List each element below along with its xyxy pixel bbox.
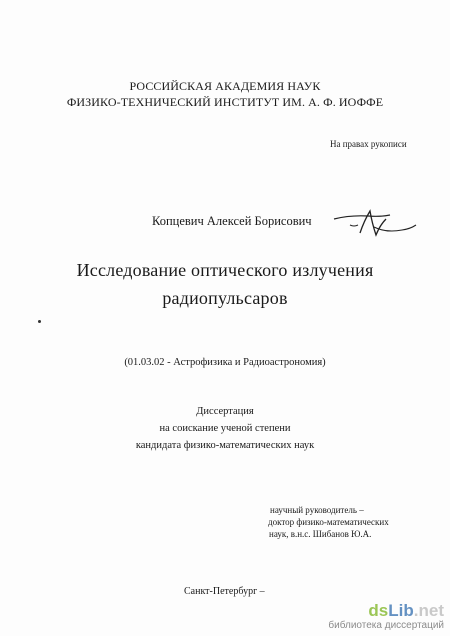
degree-name: кандидата физико-математических наук	[135, 440, 315, 451]
dissertation-title-line-1: Исследование оптического излучения	[76, 260, 374, 280]
author-name: Копцевич Алексей Борисович	[152, 214, 312, 228]
dslib-logo	[328, 602, 444, 620]
speciality-code: (01.03.02 - Астрофизика и Радиоастрономия)	[124, 357, 326, 368]
dissertation-title-line-2: радиопульсаров	[162, 288, 288, 308]
supervisor-degree: доктор физико-математических	[268, 517, 389, 527]
rights-note: На правах рукописи	[330, 139, 407, 149]
scan-speck	[38, 320, 41, 323]
watermark-subtitle: библиотека диссертаций	[328, 620, 444, 631]
institute-name: ФИЗИКО-ТЕХНИЧЕСКИЙ ИНСТИТУТ ИМ. А. Ф. ИОФФЕ	[66, 95, 384, 109]
dslib-watermark	[328, 602, 444, 632]
supervisor-role: научный руководитель –	[270, 505, 364, 515]
dissertation-label: Диссертация	[196, 406, 254, 417]
logo-ds: ds	[368, 601, 389, 620]
supervisor-name: наук, в.н.с. Шибанов Ю.А.	[269, 529, 372, 539]
academy-name: РОССИЙСКАЯ АКАДЕМИЯ НАУК	[129, 79, 321, 93]
degree-purpose: на соискание ученой степени	[159, 423, 291, 434]
logo-net: .net	[413, 601, 444, 620]
signature-image	[330, 203, 420, 243]
logo-lib: Lib	[388, 601, 414, 620]
city-year: Санкт-Петербург –	[184, 586, 265, 597]
